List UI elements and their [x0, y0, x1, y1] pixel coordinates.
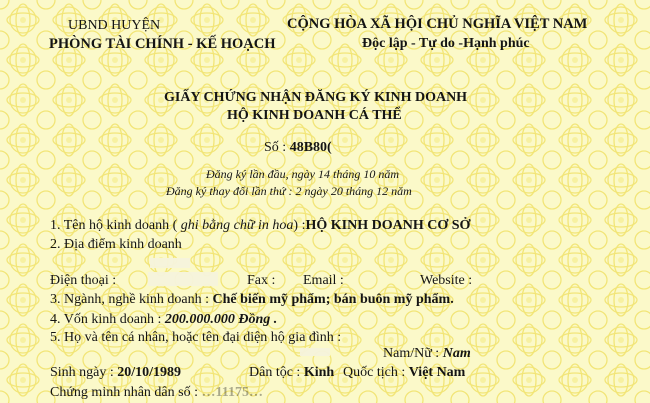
field-address-label: 2. Địa điểm kinh doanh	[50, 237, 182, 252]
field-dob-label: Sinh ngày :	[50, 365, 114, 380]
field-business-name-label-suffix: ) :	[293, 218, 306, 233]
title-line2: HỘ KINH DOANH CÁ THỂ	[227, 108, 402, 123]
field-capital-label: 4. Vốn kinh doanh :	[50, 312, 162, 327]
registration-changed: Đăng ký thay đổi lần thứ : 2 ngày 20 tháng 12 năm	[166, 184, 412, 198]
number-row	[264, 141, 332, 155]
field-gender-label: Nam/Nữ :	[383, 346, 440, 361]
field-dob-line	[50, 366, 181, 380]
field-gender-value: Nam	[442, 346, 471, 361]
field-capital-line	[50, 313, 277, 327]
header-left-line2: PHÒNG TÀI CHÍNH - KẾ HOẠCH	[49, 36, 276, 52]
number-label: Số :	[264, 140, 287, 155]
field-business-name-value: HỘ KINH DOANH CƠ SỞ	[305, 218, 471, 233]
field-nationality-value: Việt Nam	[408, 365, 466, 380]
field-gender-line	[383, 347, 471, 361]
field-id-card-value: …11175…	[201, 385, 263, 400]
field-business-value: Chế biến mỹ phẩm; bán buôn mỹ phẩm.	[212, 292, 454, 307]
field-ethnicity-line	[249, 366, 334, 380]
field-business-name-label-italic: ghi bằng chữ in hoa	[177, 218, 294, 233]
field-owner-label: 5. Họ và tên cá nhân, hoặc tên đại diện hộ gia đình :	[50, 330, 342, 345]
field-business-name	[50, 219, 470, 233]
field-capital-value: 200.000.000 Đồng .	[164, 312, 278, 327]
redacted-address	[150, 258, 190, 268]
field-dob-value: 20/10/1989	[117, 365, 182, 380]
field-website-label: Website :	[420, 273, 473, 288]
field-email-label: Email :	[303, 273, 344, 288]
field-nationality-label: Quốc tịch :	[343, 365, 406, 380]
number-value: 48B80(	[289, 140, 332, 155]
field-fax-label: Fax :	[247, 273, 276, 288]
redacted-phone	[148, 272, 218, 286]
field-nationality-line	[343, 366, 465, 380]
field-business-line	[50, 293, 454, 307]
field-ethnicity-label: Dân tộc :	[249, 365, 301, 380]
field-id-card-line	[50, 386, 263, 400]
header-right-line1: CỘNG HÒA XÃ HỘI CHỦ NGHĨA VIỆT NAM	[287, 16, 588, 32]
field-business-label: 3. Ngành, nghề kinh doanh :	[50, 292, 210, 307]
title-line1: GIẤY CHỨNG NHẬN ĐĂNG KÝ KINH DOANH	[164, 90, 468, 105]
field-business-name-label-prefix: 1. Tên hộ kinh doanh (	[50, 218, 178, 233]
field-ethnicity-value: Kinh	[303, 365, 335, 380]
registration-first: Đăng ký lần đầu, ngày 14 tháng 10 năm	[206, 167, 399, 181]
field-id-card-label: Chứng minh nhân dân số :	[50, 385, 198, 400]
redacted-owner-name	[300, 348, 330, 356]
header-left-line1: UBND HUYỆN	[68, 18, 161, 33]
field-phone-label: Điện thoại :	[50, 273, 117, 288]
header-right-line2: Độc lập - Tự do -Hạnh phúc	[362, 36, 530, 51]
